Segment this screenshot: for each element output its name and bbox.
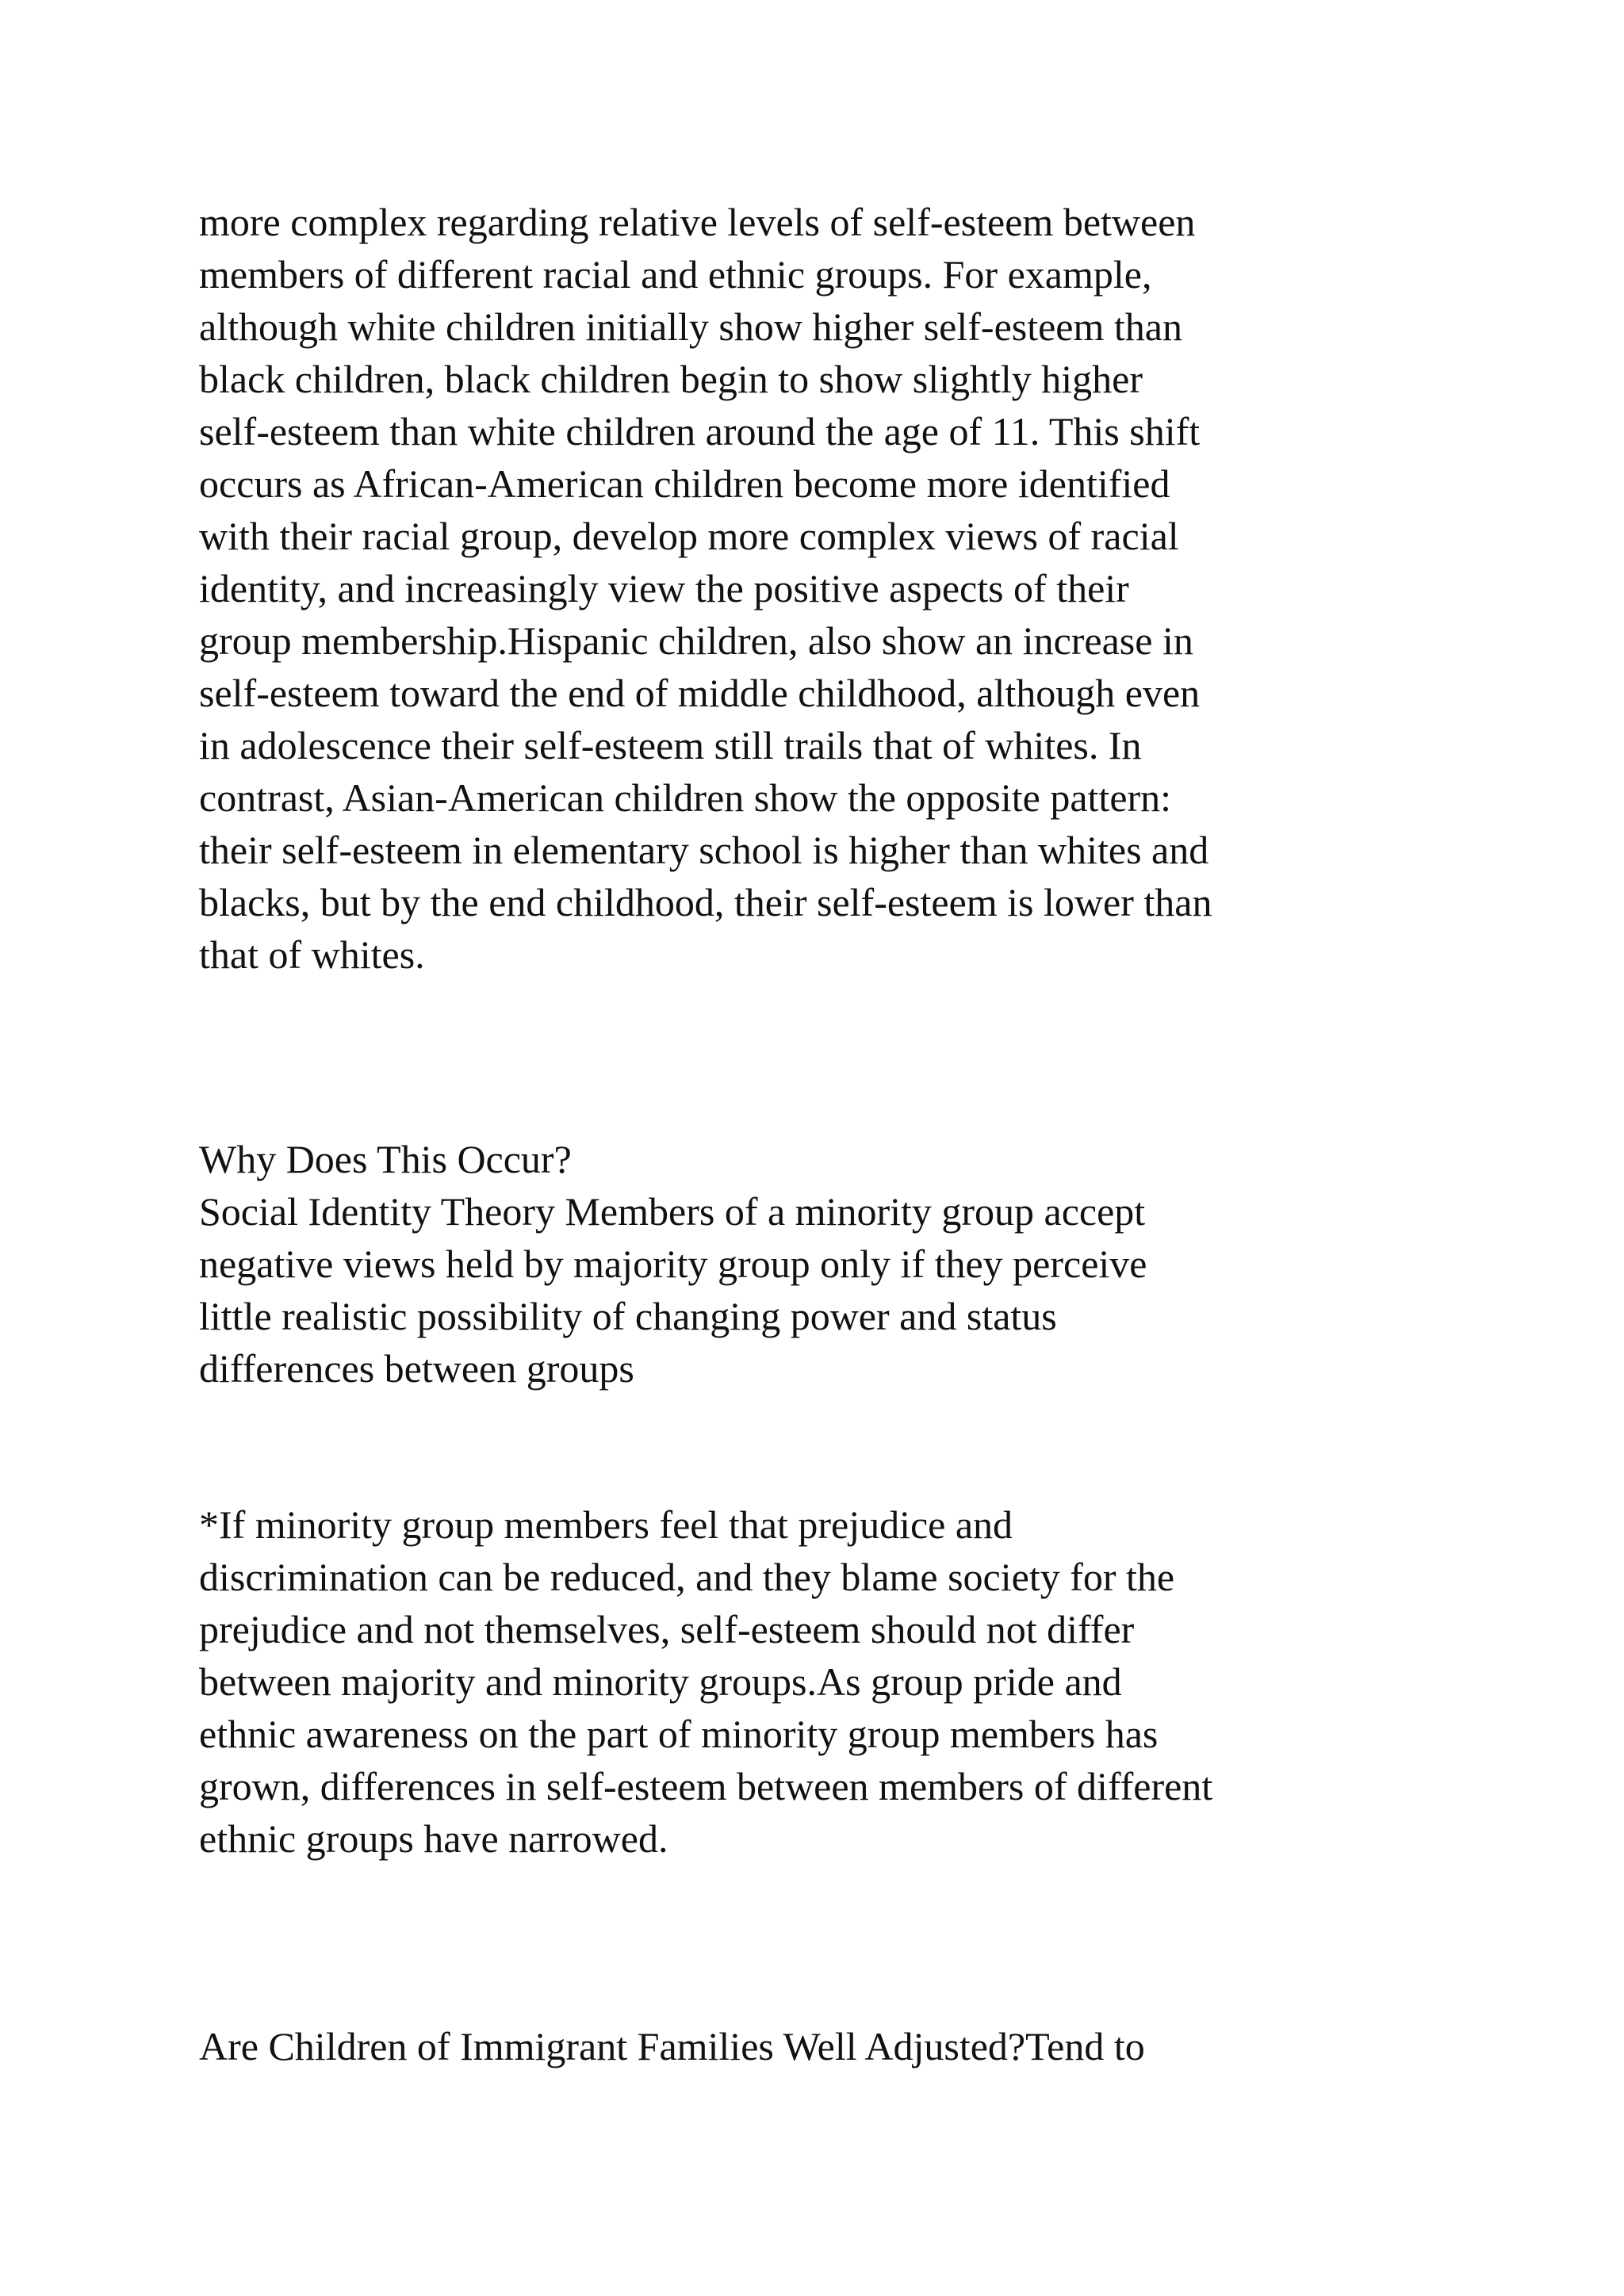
text-line: their self-esteem in elementary school is higher than whites and — [199, 828, 1209, 872]
text-line: differences between groups — [199, 1346, 634, 1391]
text-line: negative views held by majority group only if they perceive — [199, 1242, 1147, 1286]
text-line: more complex regarding relative levels of self-esteem between — [199, 200, 1196, 244]
text-line: prejudice and not themselves, self-esteem should not differ — [199, 1607, 1135, 1651]
text-line: members of different racial and ethnic groups. For example, — [199, 252, 1152, 297]
text-line: Are Children of Immigrant Families Well Adjusted?Tend to — [199, 2024, 1145, 2068]
paragraph-self-esteem-ethnicity — [199, 196, 1500, 981]
text-line: identity, and increasingly view the positive aspects of their — [199, 566, 1129, 610]
paragraph-social-identity-theory — [199, 1133, 1500, 1395]
text-line: ethnic awareness on the part of minority group members has — [199, 1712, 1159, 1756]
text-line: little realistic possibility of changing power and status — [199, 1294, 1057, 1338]
text-line: discrimination can be reduced, and they blame society for the — [199, 1555, 1175, 1599]
text-line: although white children initially show higher self-esteem than — [199, 304, 1182, 349]
text-line: with their racial group, develop more complex views of racial — [199, 514, 1179, 558]
text-line: ethnic groups have narrowed. — [199, 1816, 668, 1861]
text-line: between majority and minority groups.As group pride and — [199, 1659, 1122, 1704]
text-line: blacks, but by the end childhood, their self-esteem is lower than — [199, 880, 1212, 924]
text-line: Social Identity Theory Members of a minority group accept — [199, 1189, 1146, 1234]
paragraph-immigrant-families — [199, 2020, 1500, 2072]
text-line: black children, black children begin to show slightly higher — [199, 357, 1143, 401]
text-line: *If minority group members feel that prejudice and — [199, 1502, 1013, 1547]
text-line: occurs as African-American children become more identified — [199, 461, 1170, 506]
text-line: that of whites. — [199, 932, 425, 977]
text-line: in adolescence their self-esteem still trails that of whites. In — [199, 723, 1142, 767]
text-line: group membership.Hispanic children, also show an increase in — [199, 618, 1193, 663]
text-line: contrast, Asian-American children show the opposite pattern: — [199, 775, 1172, 820]
section-heading-line: Why Does This Occur? — [199, 1137, 572, 1181]
text-line: self-esteem than white children around the age of 11. This shift — [199, 409, 1201, 453]
paragraph-minority-group-members — [199, 1498, 1500, 1865]
text-line: grown, differences in self-esteem between members of different — [199, 1764, 1213, 1808]
text-line: self-esteem toward the end of middle childhood, although even — [199, 671, 1201, 715]
